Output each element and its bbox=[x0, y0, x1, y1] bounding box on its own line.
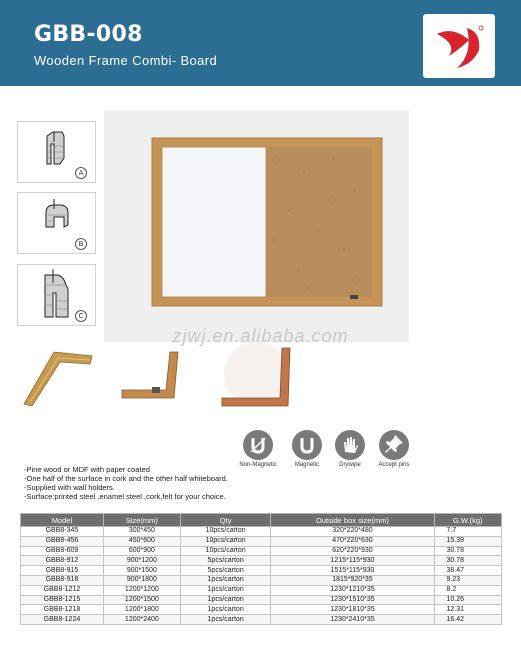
cell-size: 900*1500 bbox=[103, 566, 180, 576]
cell-box-size: 620*220*930 bbox=[271, 546, 434, 556]
spec-item: -Pine wood or MDF with paper coated bbox=[24, 465, 150, 474]
table-row bbox=[21, 546, 502, 556]
profile-c bbox=[17, 264, 96, 326]
cell-box-size: 1230*1210*35 bbox=[271, 585, 434, 595]
hand-icon bbox=[335, 430, 365, 460]
spec-list bbox=[24, 465, 504, 501]
feature-non-magnetic bbox=[233, 430, 283, 469]
cell-box-size: 1230*1810*35 bbox=[271, 605, 434, 615]
profile-b bbox=[17, 192, 96, 254]
spec-table bbox=[20, 513, 502, 625]
cell-model: GBB8-1224 bbox=[21, 615, 104, 625]
pushpin-icon bbox=[379, 430, 409, 460]
brand-logo bbox=[423, 14, 495, 78]
cell-model: GBB8-345 bbox=[21, 527, 104, 537]
table-row bbox=[21, 605, 502, 615]
brand-logo-icon bbox=[423, 14, 495, 78]
cell-box-size: 320*220*480 bbox=[271, 527, 434, 537]
cell-size: 900*1200 bbox=[103, 556, 180, 566]
profile-badge-b: B bbox=[75, 238, 87, 250]
table-row bbox=[21, 536, 502, 546]
non-magnetic-icon bbox=[243, 430, 273, 460]
cell-box-size: 470*220*630 bbox=[271, 536, 434, 546]
cell-size: 1200*1500 bbox=[103, 595, 180, 605]
cell-qty: 5pcs/carton bbox=[180, 566, 271, 576]
cell-size: 1200*1800 bbox=[103, 605, 180, 615]
col-box-size: Outside box size(mm) bbox=[271, 514, 434, 527]
col-qty: Qty bbox=[180, 514, 271, 527]
table-row bbox=[21, 527, 502, 537]
cell-gw: 12.31 bbox=[434, 605, 502, 615]
cell-qty: 1pcs/carton bbox=[180, 595, 271, 605]
feature-label: Drywipe bbox=[339, 462, 361, 468]
cell-size: 600*900 bbox=[103, 546, 180, 556]
feature-label: Accept pins bbox=[378, 462, 410, 468]
cell-box-size: 1815*920*35 bbox=[271, 575, 434, 585]
combi-board-illustration bbox=[104, 110, 409, 342]
cell-model: GBB8-456 bbox=[21, 536, 104, 546]
cell-size: 1200*2400 bbox=[103, 615, 180, 625]
corner-sample-wood-bracket bbox=[118, 348, 196, 410]
feature-drywipe bbox=[325, 430, 375, 469]
cell-box-size: 1515*115*930 bbox=[271, 566, 434, 576]
col-size: Size(mm) bbox=[103, 514, 180, 527]
col-gw: G.W.(kg) bbox=[434, 514, 502, 527]
table-row bbox=[21, 585, 502, 595]
profile-badge-a: A bbox=[75, 167, 87, 179]
cell-model: GBB8-912 bbox=[21, 556, 104, 566]
cell-qty: 1pcs/carton bbox=[180, 575, 271, 585]
corner-sample-wood bbox=[18, 346, 100, 406]
cell-model: GBB8-918 bbox=[21, 575, 104, 585]
table-row bbox=[21, 575, 502, 585]
product-title: GBB-008 bbox=[34, 22, 143, 47]
cell-qty: 5pcs/carton bbox=[180, 556, 271, 566]
cell-gw: 7.7 bbox=[434, 527, 502, 537]
table-row bbox=[21, 566, 502, 576]
cell-size: 450*600 bbox=[103, 536, 180, 546]
spec-item: -One half of the surface in cork and the other half whiteboard. bbox=[24, 474, 228, 483]
cell-size: 300*450 bbox=[103, 527, 180, 537]
cell-qty: 10pcs/carton bbox=[180, 546, 271, 556]
profile-badge-c: C bbox=[75, 310, 87, 322]
cell-size: 900*1800 bbox=[103, 575, 180, 585]
cell-qty: 1pcs/carton bbox=[180, 585, 271, 595]
corner-sample-red-wood bbox=[216, 340, 296, 410]
product-subtitle: Wooden Frame Combi- Board bbox=[34, 53, 218, 68]
cell-gw: 10.26 bbox=[434, 595, 502, 605]
cell-gw: 30.78 bbox=[434, 546, 502, 556]
cell-model: GBB8-915 bbox=[21, 566, 104, 576]
cell-gw: 15.39 bbox=[434, 536, 502, 546]
cell-gw: 16.42 bbox=[434, 615, 502, 625]
cell-gw: 9.23 bbox=[434, 575, 502, 585]
spec-item: -Supplied with wall holders. bbox=[24, 483, 115, 492]
cell-model: GBB8-1215 bbox=[21, 595, 104, 605]
cell-gw: 30.78 bbox=[434, 556, 502, 566]
cell-model: GBB8-1212 bbox=[21, 585, 104, 595]
cell-qty: 10pcs/carton bbox=[180, 536, 271, 546]
cell-box-size: 1215*115*930 bbox=[271, 556, 434, 566]
board-photo bbox=[104, 110, 409, 342]
header-banner bbox=[0, 0, 521, 86]
cell-box-size: 1230*1510*35 bbox=[271, 595, 434, 605]
table-header-row bbox=[21, 514, 502, 527]
profile-a bbox=[17, 121, 96, 183]
cell-gw: 38.47 bbox=[434, 566, 502, 576]
table-row bbox=[21, 615, 502, 625]
table-row bbox=[21, 595, 502, 605]
spec-item: -Surface:printed steel ,enamel steel ,cork,felt for your choice. bbox=[24, 492, 226, 501]
watermark: zjwj.en.alibaba.com bbox=[172, 326, 349, 346]
feature-label: Magnetic bbox=[294, 462, 320, 468]
cell-model: GBB8-609 bbox=[21, 546, 104, 556]
col-model: Model bbox=[21, 514, 104, 527]
cell-qty: 1pcs/carton bbox=[180, 605, 271, 615]
feature-label: Non-Magnetic bbox=[239, 462, 277, 468]
cell-model: GBB8-1218 bbox=[21, 605, 104, 615]
cell-size: 1200*1200 bbox=[103, 585, 180, 595]
table-row bbox=[21, 556, 502, 566]
cell-box-size: 1230*2410*35 bbox=[271, 615, 434, 625]
cell-gw: 8.2 bbox=[434, 585, 502, 595]
feature-accept-pins bbox=[369, 430, 419, 469]
magnet-icon bbox=[292, 430, 322, 460]
cell-qty: 1pcs/carton bbox=[180, 615, 271, 625]
cell-qty: 10pcs/carton bbox=[180, 527, 271, 537]
